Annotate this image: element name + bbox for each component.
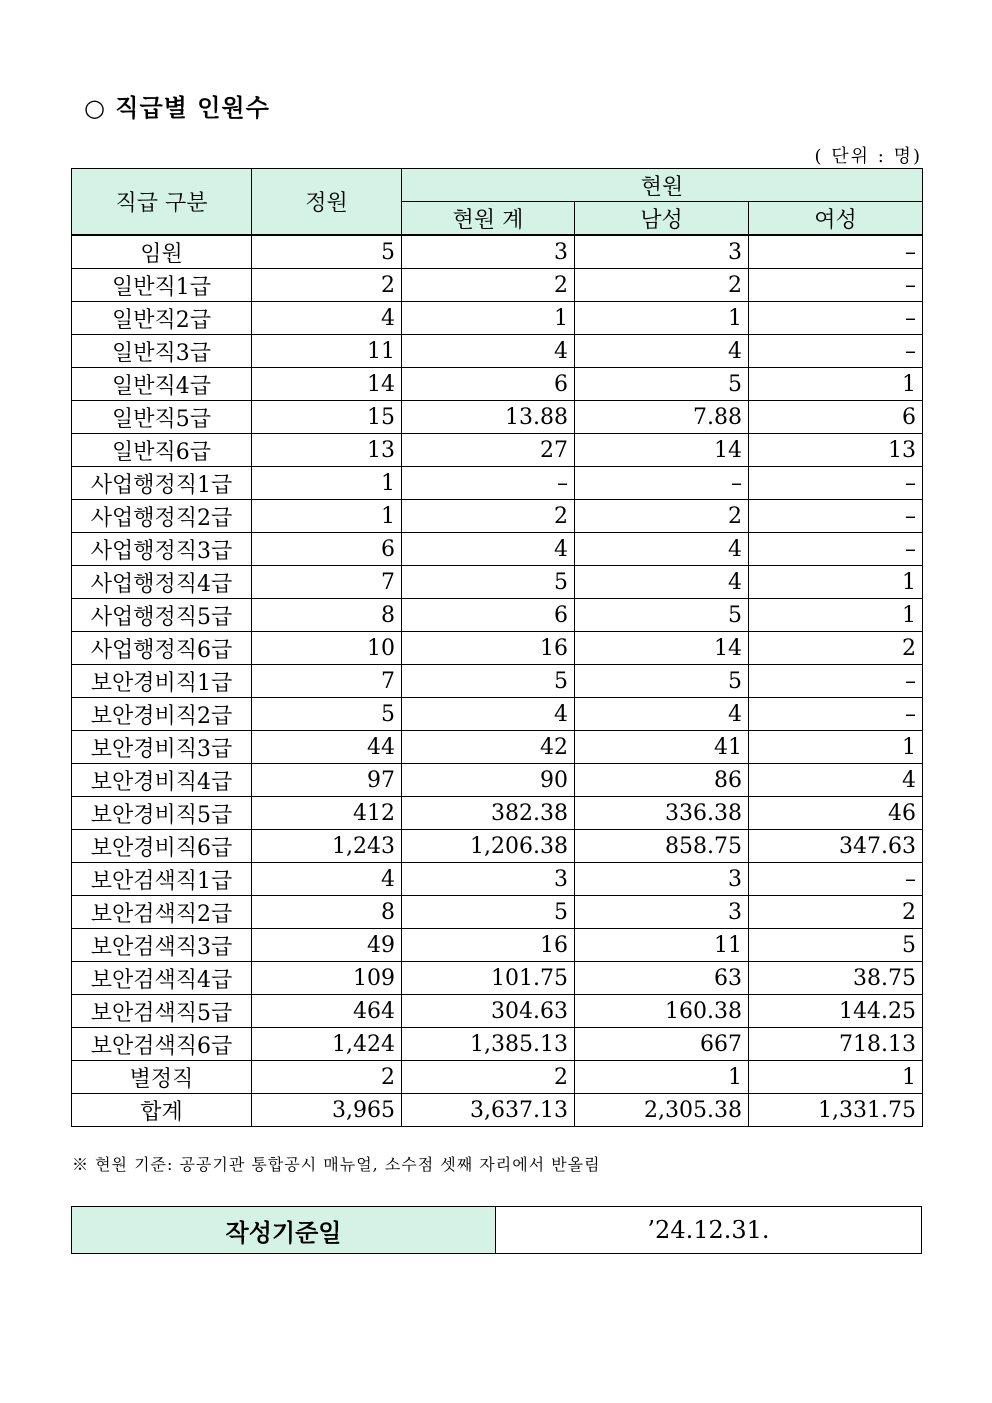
grade-cell: 임원 [72,235,252,269]
table-row [72,599,923,632]
table-row [72,335,923,368]
table-row [72,368,923,401]
male-cell: 3 [575,235,749,269]
table-row [72,698,923,731]
current-total-cell: 2 [402,269,575,302]
header-female: 여성 [749,202,923,236]
female-cell: 144.25 [749,995,923,1028]
header-male: 남성 [575,202,749,236]
current-total-cell: 2 [402,500,575,533]
female-cell: – [749,500,923,533]
female-cell: 5 [749,929,923,962]
quota-cell: 44 [252,731,402,764]
female-cell: – [749,665,923,698]
quota-cell: 5 [252,698,402,731]
current-total-cell: 3,637.13 [402,1094,575,1127]
current-total-cell: 42 [402,731,575,764]
female-cell: – [749,269,923,302]
reference-date-table [71,1206,922,1254]
female-cell: 718.13 [749,1028,923,1061]
male-cell: 336.38 [575,797,749,830]
table-row [72,269,923,302]
female-cell: – [749,467,923,500]
table-row [72,632,923,665]
current-total-cell: 27 [402,434,575,467]
current-total-cell: 4 [402,698,575,731]
quota-cell: 7 [252,665,402,698]
male-cell: 3 [575,896,749,929]
table-row [72,434,923,467]
male-cell: 1 [575,302,749,335]
male-cell: 86 [575,764,749,797]
male-cell: 2 [575,500,749,533]
grade-cell: 보안경비직2급 [72,698,252,731]
table-row [72,1094,923,1127]
grade-cell: 일반직1급 [72,269,252,302]
quota-cell: 1 [252,500,402,533]
male-cell: 5 [575,665,749,698]
male-cell: 5 [575,599,749,632]
quota-cell: 412 [252,797,402,830]
footnote: ※ 현원 기준: 공공기관 통합공시 매뉴얼, 소수점 셋째 자리에서 반올림 [72,1155,601,1174]
grade-cell: 합계 [72,1094,252,1127]
current-total-cell: 4 [402,335,575,368]
female-cell: – [749,235,923,269]
grade-cell: 사업행정직2급 [72,500,252,533]
quota-cell: 8 [252,896,402,929]
female-cell: 6 [749,401,923,434]
female-cell: 13 [749,434,923,467]
quota-cell: 109 [252,962,402,995]
grade-cell: 사업행정직5급 [72,599,252,632]
table-row [72,665,923,698]
female-cell: – [749,698,923,731]
quota-cell: 2 [252,269,402,302]
table-row [72,863,923,896]
male-cell: 63 [575,962,749,995]
header-quota: 정원 [252,169,402,236]
header-grade: 직급 구분 [72,169,252,236]
grade-cell: 보안검색직2급 [72,896,252,929]
current-total-cell: 2 [402,1061,575,1094]
section-heading: ○ 직급별 인원수 [84,94,270,122]
quota-cell: 1,424 [252,1028,402,1061]
male-cell: 7.88 [575,401,749,434]
table-row [72,401,923,434]
male-cell: 2 [575,269,749,302]
quota-cell: 8 [252,599,402,632]
male-cell: 2,305.38 [575,1094,749,1127]
female-cell: 1 [749,731,923,764]
female-cell: 46 [749,797,923,830]
current-total-cell: 5 [402,665,575,698]
grade-cell: 일반직6급 [72,434,252,467]
header-current: 현원 [402,169,923,202]
grade-cell: 일반직2급 [72,302,252,335]
female-cell: – [749,533,923,566]
female-cell: 38.75 [749,962,923,995]
male-cell: 41 [575,731,749,764]
grade-cell: 일반직5급 [72,401,252,434]
quota-cell: 10 [252,632,402,665]
current-total-cell: 382.38 [402,797,575,830]
table-row [72,533,923,566]
table-row [72,566,923,599]
quota-cell: 49 [252,929,402,962]
grade-cell: 사업행정직6급 [72,632,252,665]
quota-cell: 14 [252,368,402,401]
current-total-cell: 5 [402,566,575,599]
current-total-cell: 101.75 [402,962,575,995]
quota-cell: 1 [252,467,402,500]
quota-cell: 11 [252,335,402,368]
table-body [72,235,923,1127]
female-cell: 1 [749,599,923,632]
table-row [72,731,923,764]
female-cell: 1,331.75 [749,1094,923,1127]
female-cell: – [749,302,923,335]
grade-cell: 일반직4급 [72,368,252,401]
table-row [72,500,923,533]
reference-date-value: ’24.12.31. [496,1207,922,1254]
header-current-total: 현원 계 [402,202,575,236]
table-row [72,302,923,335]
grade-cell: 보안검색직3급 [72,929,252,962]
male-cell: 1 [575,1061,749,1094]
table-row [72,1028,923,1061]
male-cell: 3 [575,863,749,896]
male-cell: 858.75 [575,830,749,863]
grade-cell: 보안경비직1급 [72,665,252,698]
current-total-cell: 1,385.13 [402,1028,575,1061]
table-row [72,797,923,830]
table-row [72,995,923,1028]
table-row [72,896,923,929]
table-row [72,929,923,962]
quota-cell: 2 [252,1061,402,1094]
quota-cell: 15 [252,401,402,434]
female-cell: 4 [749,764,923,797]
current-total-cell: 5 [402,896,575,929]
quota-cell: 4 [252,863,402,896]
female-cell: 1 [749,1061,923,1094]
table-row [72,467,923,500]
current-total-cell: 90 [402,764,575,797]
grade-cell: 보안경비직5급 [72,797,252,830]
quota-cell: 3,965 [252,1094,402,1127]
grade-cell: 보안경비직4급 [72,764,252,797]
male-cell: 14 [575,434,749,467]
female-cell: 347.63 [749,830,923,863]
quota-cell: 464 [252,995,402,1028]
male-cell: – [575,467,749,500]
current-total-cell: 1 [402,302,575,335]
table-row [72,1061,923,1094]
grade-cell: 사업행정직3급 [72,533,252,566]
female-cell: – [749,863,923,896]
quota-cell: 1,243 [252,830,402,863]
grade-cell: 보안경비직3급 [72,731,252,764]
quota-cell: 4 [252,302,402,335]
grade-cell: 보안검색직1급 [72,863,252,896]
current-total-cell: – [402,467,575,500]
current-total-cell: 4 [402,533,575,566]
grade-cell: 일반직3급 [72,335,252,368]
grade-cell: 보안검색직4급 [72,962,252,995]
table-row [72,235,923,269]
male-cell: 5 [575,368,749,401]
male-cell: 667 [575,1028,749,1061]
quota-cell: 5 [252,235,402,269]
grade-cell: 보안검색직6급 [72,1028,252,1061]
current-total-cell: 3 [402,863,575,896]
male-cell: 4 [575,698,749,731]
male-cell: 160.38 [575,995,749,1028]
grade-cell: 별정직 [72,1061,252,1094]
current-total-cell: 6 [402,368,575,401]
quota-cell: 13 [252,434,402,467]
male-cell: 4 [575,335,749,368]
quota-cell: 7 [252,566,402,599]
staff-by-grade-table [71,168,923,1127]
female-cell: 1 [749,566,923,599]
female-cell: – [749,335,923,368]
male-cell: 4 [575,533,749,566]
unit-label: ( 단위 : 명) [814,146,922,167]
current-total-cell: 6 [402,599,575,632]
male-cell: 14 [575,632,749,665]
grade-cell: 보안경비직6급 [72,830,252,863]
grade-cell: 사업행정직4급 [72,566,252,599]
male-cell: 4 [575,566,749,599]
table-row [72,962,923,995]
female-cell: 1 [749,368,923,401]
table-row [72,830,923,863]
reference-date-label: 작성기준일 [72,1207,496,1254]
quota-cell: 97 [252,764,402,797]
current-total-cell: 13.88 [402,401,575,434]
quota-cell: 6 [252,533,402,566]
current-total-cell: 16 [402,632,575,665]
female-cell: 2 [749,632,923,665]
female-cell: 2 [749,896,923,929]
table-row [72,764,923,797]
grade-cell: 보안검색직5급 [72,995,252,1028]
current-total-cell: 304.63 [402,995,575,1028]
male-cell: 11 [575,929,749,962]
current-total-cell: 1,206.38 [402,830,575,863]
current-total-cell: 3 [402,235,575,269]
current-total-cell: 16 [402,929,575,962]
grade-cell: 사업행정직1급 [72,467,252,500]
